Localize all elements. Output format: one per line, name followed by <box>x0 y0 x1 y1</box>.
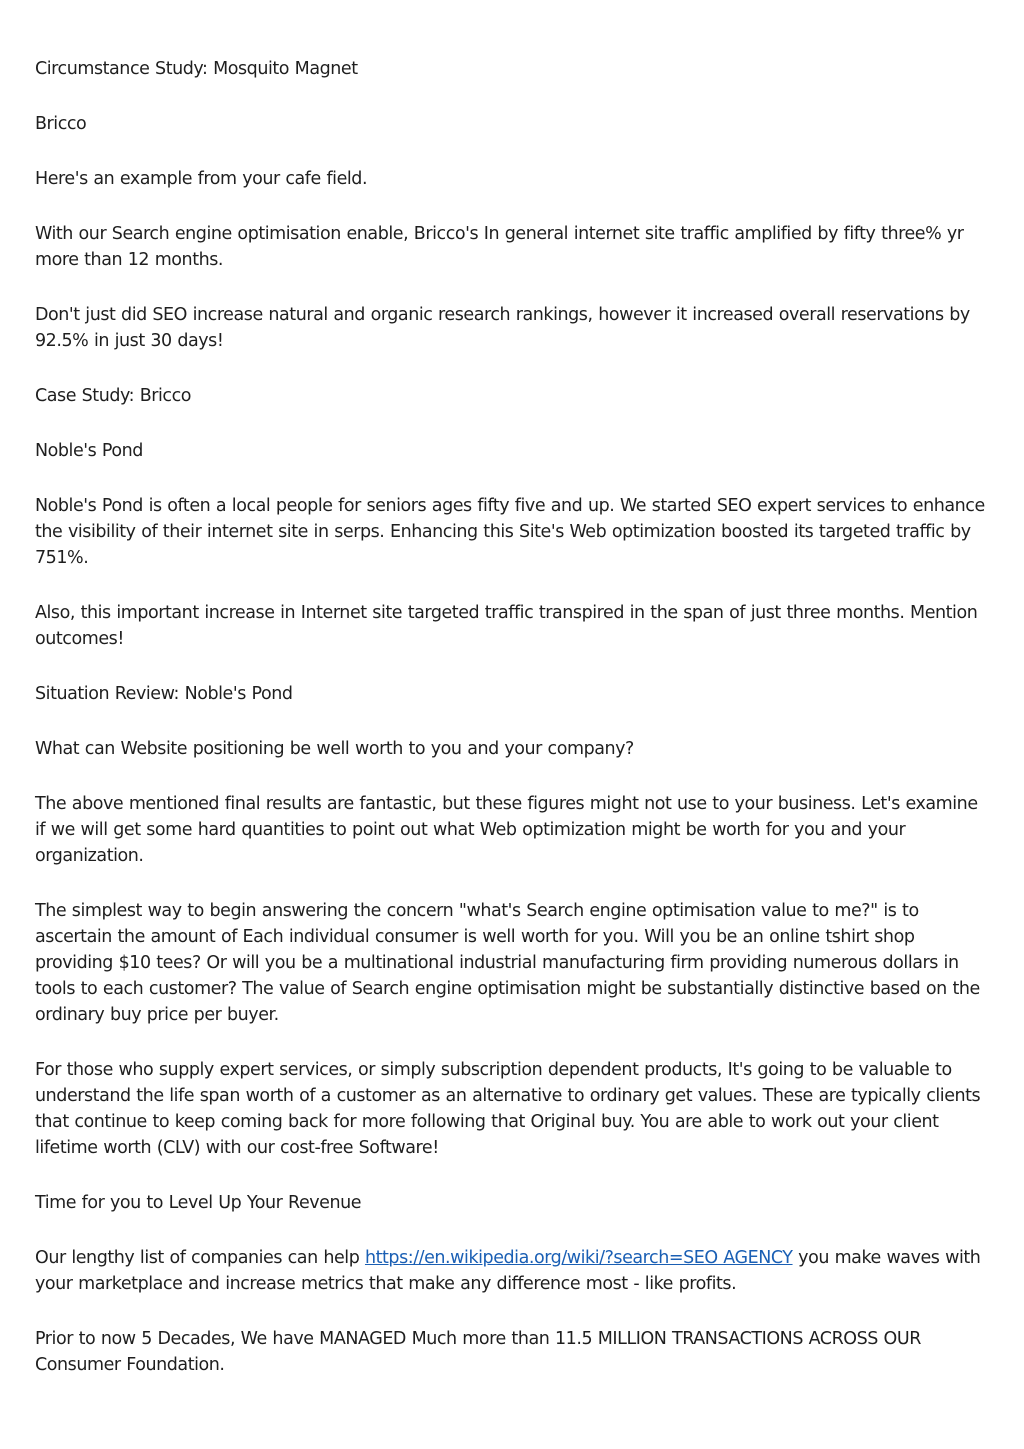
heading-level-up-revenue: Time for you to Level Up Your Revenue <box>35 1193 362 1213</box>
heading-mosquito-magnet: Circumstance Study: Mosquito Magnet <box>35 59 358 79</box>
heading-nobles-pond: Noble's Pond <box>35 441 143 461</box>
paragraph: For those who supply expert services, or simply subscription dependent products, It's going to be valuable to understand the life span worth of a customer as an alternative to ordinary get values. These are typically clients that continue to keep coming back for more following that Original buy. You are able to work out your client lifetime worth (CLV) with our cost-free Software! <box>35 1060 981 1158</box>
paragraph: The simplest way to begin answering the concern "what's Search engine optimisation value to me?" is to ascertain the amount of Each individual consumer is well worth for you. Will you be an online tshirt shop providing $10 tees? Or will you be a multinational industrial manufacturing firm providing numerous dollars in tools to each customer? The value of Search engine optimisation might be substantially distinctive based on the ordinary buy price per buyer. <box>35 901 980 1025</box>
seo-agency-link[interactable]: https://en.wikipedia.org/wiki/?search=SEO AGENCY <box>364 1248 793 1268</box>
document-body <box>35 56 990 1407</box>
paragraph: Don't just did SEO increase natural and organic research rankings, however it increased overall reservations by 92.5% in just 30 days! <box>35 305 970 351</box>
heading-bricco: Bricco <box>35 114 87 134</box>
heading-seo-worth-question: What can Website positioning be well worth to you and your company? <box>35 739 634 759</box>
heading-situation-review: Situation Review: Noble's Pond <box>35 684 293 704</box>
paragraph-with-link <box>35 1245 990 1297</box>
paragraph: The above mentioned final results are fantastic, but these figures might not use to your business. Let's examine if we will get some hard quantities to point out what Web optimization might be worth for you and your organization. <box>35 794 978 866</box>
heading-case-study-bricco: Case Study: Bricco <box>35 386 192 406</box>
paragraph-final: Prior to now 5 Decades, We have MANAGED Much more than 11.5 MILLION TRANSACTIONS ACROSS OUR Consumer Foundation. <box>35 1329 921 1375</box>
link-paragraph-after: you make waves with your marketplace and increase metrics that make any difference most - like profits. <box>35 1248 981 1294</box>
paragraph: Noble's Pond is often a local people for seniors ages fifty five and up. We started SEO expert services to enhance the visibility of their internet site in serps. Enhancing this Site's Web optimization boosted its targeted traffic by 751%. <box>35 496 985 568</box>
paragraph: With our Search engine optimisation enable, Bricco's In general internet site traffic amplified by fifty three% yr more than 12 months. <box>35 224 964 270</box>
paragraph: Also, this important increase in Internet site targeted traffic transpired in the span of just three months. Mention outcomes! <box>35 603 978 649</box>
paragraph: Here's an example from your cafe field. <box>35 169 368 189</box>
link-paragraph-before: Our lengthy list of companies can help <box>35 1248 365 1268</box>
